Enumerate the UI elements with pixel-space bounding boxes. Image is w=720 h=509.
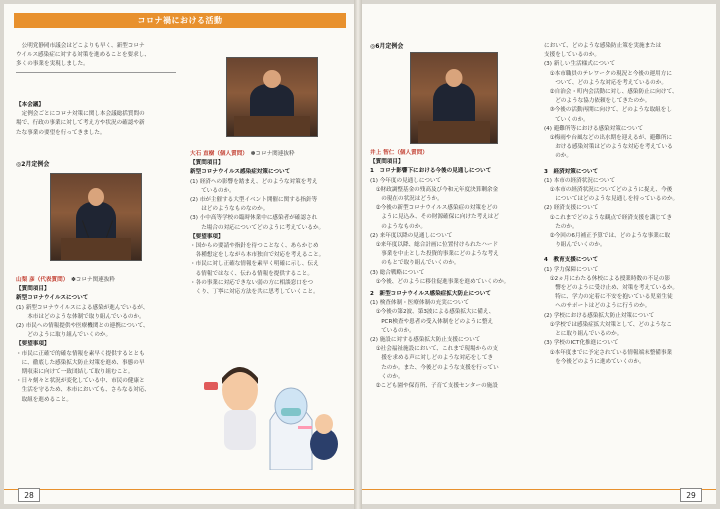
- right-column: において、どのような感染防止策を実施または 支援をしているのか。 (3) 新しい生活様式について ①本市職員のテレワークの現況と今後の運用方に ついて、どのような対応を考えているのか。 ②自治会・町内会活動に対し、感染防止に向けて、 どのような協力依頼をしてきたのか。 ③今後の活動再開に向けて、どのような取組をし ていくのか。 (4) 避難所等における感染対策について ①梅雨や台風などの出水期を迎えるが、避難所に おける感染対策はどのような対応を考えている のか。 3 経済対策について (1) 本市の経済状況について ①本市の経済状況についてどのように捉え、今後 についてはどのような見通しを持っているのか。 (2) 経済支援について ①これまでどのような観点で経済支援を講じてき たのか。 ②今回の6月補正予算では、どのような事業に取 り組んでいくのか。 4 教育支援について (1) 学力保障について ①2ヵ月にわたる休校による授業時数の不足の影 響をどのように受け止め、対策を考えているか。 特に、学力の定着に不安を抱いている児童生徒 へのサポートはどのように行うのか。 (2) 学校における感染拡大防止対策について ①学校では感染症拡大対策として、どのようなこ とに取り組んでいるのか。 (3) 学校のICT化推進について ①本年度までに予定されている情報端末整備事業 を今後どのように進めていくのか。: [544, 43, 679, 365]
- speaker2-block: 大石 直樹（個人質問） ✽コロナ関連抜粋 【質問項目】 新型コロナウイルス感染症対策について (1) 経済への影響を踏まえ、どのような対策を考え ているのか。 (2) 市が主催する大型イベント開催に関する指針等 はどのようなものなのか。 (3) 小中高等学校の臨時休業中に感染者が確認され た場合の対応についてどのように考えているか。 【要望事項】 ・国からの要請や指針を待つことなく、あらかじめ 各種想定をしながら本市独自で対応を考えること。 ・市民に対し正確な情報を素早く明確に示し、伝え る情報ではなく、伝わる情報を提供すること。 ・各の事業に対応できない弱の方に相談窓口をつ くり、丁寧に対応方法を共に思考していくこと。: [190, 151, 325, 296]
- right-page: [362, 4, 716, 504]
- speaker1-name: 山梨 彦（代表質問）: [16, 277, 66, 283]
- page-number-right: 29: [680, 488, 702, 502]
- plenary-block: 【本会議】 定例会ごとにコロナ対策に関し本会議総括質問の 場で、行政の事業に対して考え方や状況の確認や新 たな事業の要望を行ってきました。: [16, 102, 145, 136]
- footer-line: [362, 489, 716, 490]
- speaker-photo-1: [50, 173, 142, 261]
- footer-line: [4, 489, 354, 490]
- june-session-heading: ◎6月定例会: [370, 43, 404, 50]
- speaker3-name: 井上 智仁（個人質問）: [370, 150, 428, 156]
- feb-session-heading: ◎2月定例会: [16, 161, 50, 168]
- medical-illustration: [200, 350, 350, 470]
- left-page: [4, 4, 354, 504]
- speaker1-tag: ✽コロナ関連抜粋: [71, 277, 115, 283]
- divider: [16, 72, 176, 73]
- binding-gutter: [354, 0, 362, 509]
- speaker-photo-2: [226, 57, 318, 137]
- speaker2-tag: ✽コロナ関連抜粋: [250, 151, 295, 157]
- page-number-left: 28: [18, 488, 40, 502]
- speaker1-block: 山梨 彦（代表質問） ✽コロナ関連抜粋 【質問項目】 新型コロナウイルスについて (1) 新型コロナウイルスによる感染が進んでいるが、 本市はどのような体制で取り組んでいるのか。 (2) 市民への情報提供や医療機関との連携について、 どのように取り組んでいくのか。 【要望事項】 ・市民に正確で的確な情報を素早く提供するととも に、徹底した感染拡大防止対策を進め、事態の早 期収束に向けて一致団結して取り組むこと。 ・日々刻々と状況が変化している中、市民の健康と 生活を守るため、本市においても、さらなる対応、 取組を進めること。: [16, 277, 151, 403]
- speaker3-block: 井上 智仁（個人質問） 【質問項目】 1 コロナ影響下における今後の見通しについて (1) 今年度の見通しについて ①財政調整基金の残高及び今和元年度決算剰余金 の現在の状況はどうか。 ②今後の新型コロナウイルス感染症の対策をどの ように見込み、その財源確保に向けた考えはど のようなものか。 (2) 来年度以降の見通しについて ①来年度以降、総合計画に位置付けられたハード 事業を中止とした投資的事業にどのような考え のもとで取り組んでいくのか。 (3) 総合戦略について ①今後、どのように移住促進事業を進めていくのか。 2 新型コロナウイルス感染症拡大防止について (1) 検査体制・医療体制の充実について ①今後の第2波、第3波による感染拡大に備え、 PCR検査や患者の受入体制をどのように整え ているのか。 (2) 施設に対する感染拡大防止支援について ①社会福祉施設において、これまで現場からの支 援を求める声に対しどのような対応をしてき たのか。また、今後どのような支援を行ってい くのか。 ②こども園や保育所、子育て支援センターの施設: [370, 149, 538, 391]
- speaker-photo-3: [410, 52, 498, 144]
- speaker2-name: 大石 直樹（個人質問）: [190, 151, 246, 157]
- intro-text: 公明党静岡市議会はどこよりも早く、新型コロナ ウイルス感染症に対する対策を進めることを要求し、 多くの事業を実現しました。: [16, 43, 150, 68]
- section-banner: コロナ禍における活動: [14, 13, 346, 28]
